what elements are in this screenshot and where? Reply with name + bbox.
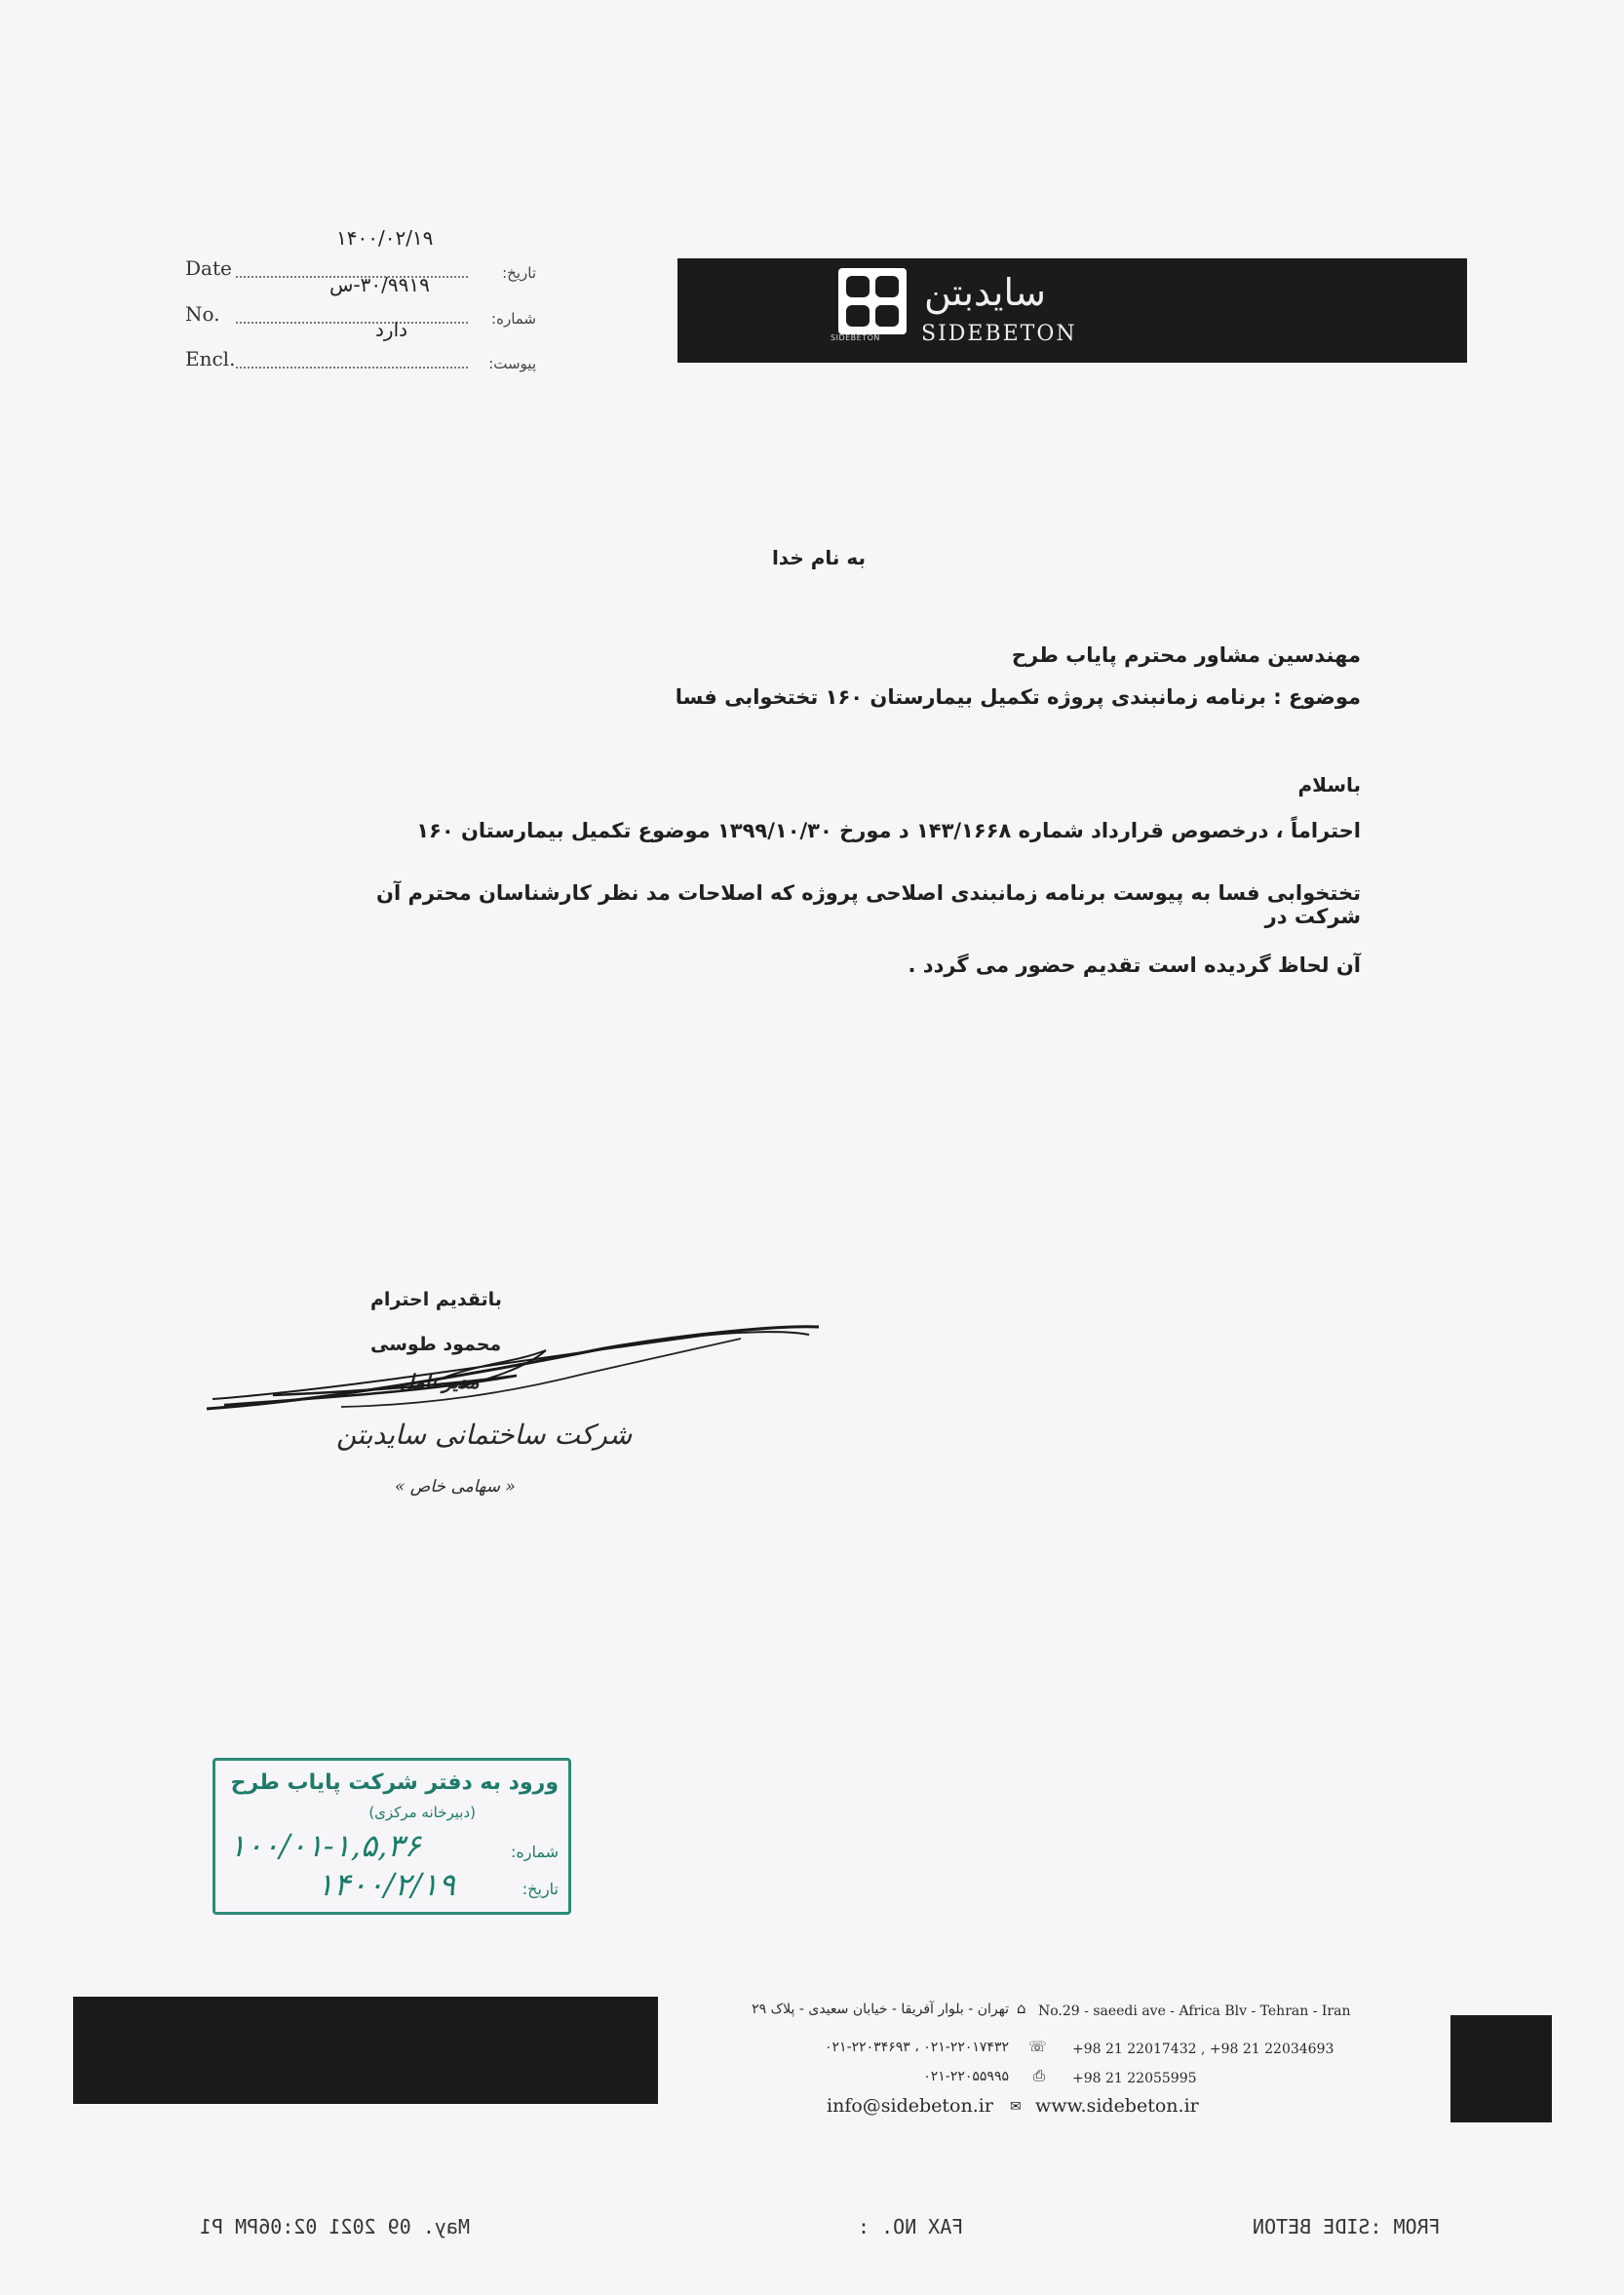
footer-address-en: No.29 - saeedi ave - Africa Blv - Tehran - Iran	[1038, 2003, 1351, 2019]
meta-enclosure-label-fa: پیوست:	[488, 355, 536, 372]
fax-timestamp: May. 09 2021 02:06PM P1	[200, 2215, 470, 2238]
web-icon: ✉	[1010, 2099, 1022, 2115]
meta-enclosure-value: دارد	[375, 318, 408, 341]
paragraph-line-3: آن لحاظ گردیده است تقدیم حضور می گردد .	[908, 953, 1361, 977]
footer-website: www.sidebeton.ir	[1035, 2095, 1199, 2117]
meta-number-label-fa: شماره:	[491, 310, 536, 328]
greeting: باسلام	[1297, 773, 1361, 797]
closing-phrase: باتقدیم احترام	[370, 1289, 502, 1310]
logo-subtext: SIDEBETON	[831, 333, 880, 342]
phone-icon: ☏	[1028, 2038, 1047, 2055]
meta-enclosure-row	[185, 339, 536, 374]
stamp-number-value: ۱۰۰/۰۱-۱,۵,۳۶	[229, 1827, 421, 1864]
addressee: مهندسین مشاور محترم پایاب طرح	[1011, 643, 1361, 667]
company-type-note: « سهامی خاص »	[395, 1477, 516, 1497]
paragraph-line-2: تختخوابی فسا به پیوست برنامه زمانبندی اصلاحی پروژه که اصلاحات مد نظر کارشناسان محترم آن شرکت در	[376, 881, 1361, 928]
footer-tel-en: +98 21 22017432 , +98 21 22034693	[1072, 2042, 1334, 2057]
stamp-date-label: تاریخ:	[522, 1880, 559, 1898]
paragraph-line-1: احتراماً ، درخصوص قرارداد شماره ۱۴۳/۱۶۶۸ د مورخ ۱۳۹۹/۱۰/۳۰ موضوع تکمیل بیمارستان ۱۶۰	[416, 819, 1361, 842]
meta-enclosure-label-en: Encl.	[185, 347, 236, 370]
company-handwritten: شرکت ساختمانی سایدبتن	[336, 1419, 633, 1451]
footer-banner-left	[73, 1997, 658, 2104]
meta-date-label-en: Date	[185, 256, 232, 280]
footer-banner-right	[1450, 2015, 1552, 2122]
meta-date-label-fa: تاریخ:	[502, 264, 536, 282]
meta-date-value: ۱۴۰۰/۰۲/۱۹	[336, 226, 434, 250]
footer-tel-fa: ۰۲۱-۲۲۰۱۷۴۳۲ ، ۰۲۱-۲۲۰۳۴۶۹۳	[825, 2040, 1009, 2055]
meta-number-value: ۳۰/۹۹۱۹-س	[329, 273, 430, 296]
home-icon: ⌂	[1017, 2000, 1026, 2017]
basmala: به نام خدا	[771, 546, 867, 569]
footer-fax-fa: ۰۲۱-۲۲۰۵۵۹۹۵	[923, 2069, 1009, 2084]
fax-icon: ⎙	[1033, 2067, 1046, 2084]
signer-name: محمود طوسی	[370, 1334, 502, 1355]
meta-enclosure-dotted-line	[236, 367, 468, 369]
signature-scribble	[195, 1311, 829, 1428]
stamp-number-label: شماره:	[510, 1843, 559, 1861]
meta-number-row	[185, 294, 536, 330]
logo-name-en: SIDEBETON	[921, 322, 1077, 346]
subject-line: موضوع : برنامه زمانبندی پروژه تکمیل بیمارستان ۱۶۰ تختخوابی فسا	[675, 685, 1361, 709]
receipt-stamp	[213, 1758, 571, 1915]
footer-email: info@sidebeton.ir	[827, 2095, 993, 2117]
sidebeton-logo-icon	[838, 268, 907, 334]
footer-fax-en: +98 21 22055995	[1072, 2071, 1197, 2086]
header-banner-right	[1087, 258, 1467, 363]
fax-from: FROM :SIDE BETON	[1253, 2215, 1441, 2238]
footer-address-fa: تهران - بلوار آفریقا - خیابان سعیدی - پلاک ۲۹	[752, 2002, 1009, 2017]
stamp-subtitle: (دبیرخانه مرکزی)	[368, 1804, 476, 1821]
fax-number-label: FAX NO. :	[858, 2215, 964, 2238]
stamp-date-value: ۱۴۰۰/۲/۱۹	[317, 1866, 455, 1903]
stamp-title: ورود به دفتر شرکت پایاب طرح	[230, 1770, 559, 1795]
logo-name-fa: سایدبتن	[924, 271, 1046, 314]
signer-title: مدیرعامل	[400, 1370, 480, 1393]
meta-number-dotted-line	[236, 322, 468, 324]
meta-number-label-en: No.	[185, 302, 220, 326]
